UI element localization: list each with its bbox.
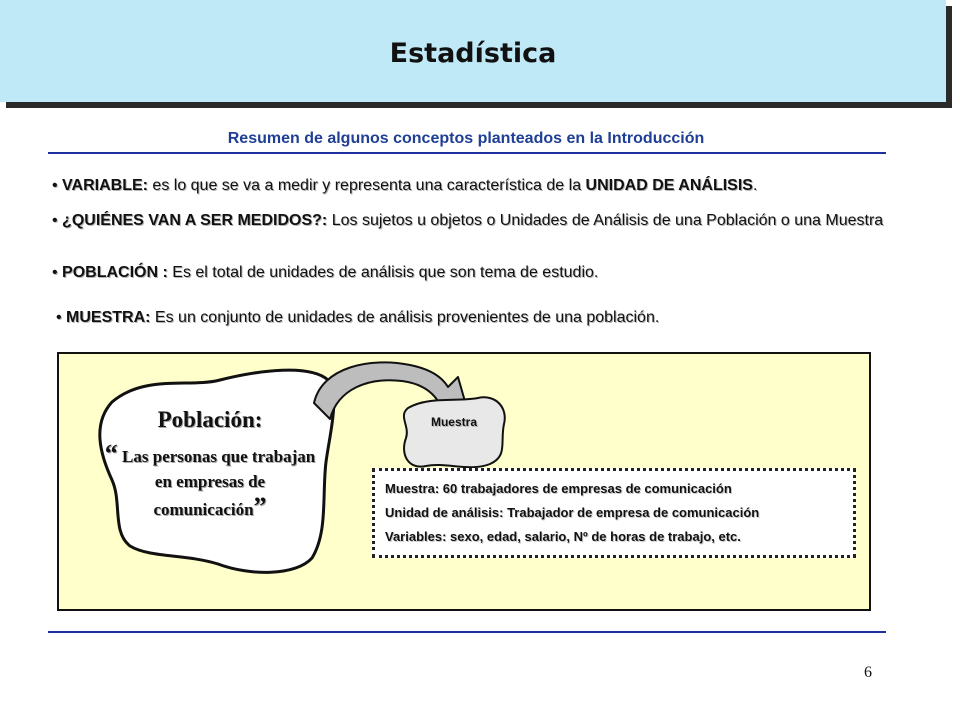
bullet-text: es lo que se va a medir y representa una característica de la <box>147 177 586 194</box>
population-heading: Población: <box>157 407 263 432</box>
bullet-term: VARIABLE: <box>62 177 148 194</box>
sample-blob <box>398 392 510 470</box>
slide-title: Estadística <box>389 37 557 69</box>
bullet-dot: • <box>52 264 63 281</box>
bullet-dot: • <box>52 212 63 229</box>
info-line-muestra: Muestra: 60 trabajadores de empresas de comunicación <box>385 481 732 496</box>
bullet-term: MUESTRA: <box>66 309 151 326</box>
info-line-variables: Variables: sexo, edad, salario, Nº de horas de trabajo, etc. <box>385 529 741 544</box>
bullet-emphasis: UNIDAD DE ANÁLISIS <box>585 177 753 194</box>
info-line-unidad: Unidad de análisis: Trabajador de empresa de comunicación <box>385 505 760 520</box>
bullet-dot: • <box>52 177 63 194</box>
population-description <box>100 441 320 522</box>
top-divider <box>48 152 886 154</box>
bottom-divider <box>48 631 886 633</box>
bullet-text: Es el total de unidades de análisis que son tema de estudio. <box>167 264 599 281</box>
quote-open: “ <box>104 439 118 468</box>
bullet-dot: • <box>56 309 67 326</box>
bullet-text: Es un conjunto de unidades de análisis provenientes de una población. <box>150 309 660 326</box>
bullet-term: POBLACIÓN : <box>62 264 168 281</box>
bullet-quienes <box>52 211 892 230</box>
population-text: Las personas que trabajan en empresas de comunicación <box>117 447 316 519</box>
sample-info-box <box>372 468 856 558</box>
bullet-text: Los sujetos u objetos o Unidades de Análisis de una Población o una Muestra <box>327 212 884 229</box>
bullet-text-end: . <box>752 177 758 194</box>
population-label <box>100 405 320 522</box>
title-bar <box>0 0 946 102</box>
quote-close: ” <box>253 492 267 521</box>
bullet-variable <box>52 176 892 195</box>
bullet-muestra <box>56 308 896 327</box>
bullet-term: ¿QUIÉNES VAN A SER MEDIDOS?: <box>62 212 328 229</box>
sample-label: Muestra <box>430 415 477 429</box>
bullet-poblacion <box>52 263 892 282</box>
page-number: 6 <box>864 664 872 681</box>
section-subtitle: Resumen de algunos conceptos planteados en la Introducción <box>227 130 705 147</box>
